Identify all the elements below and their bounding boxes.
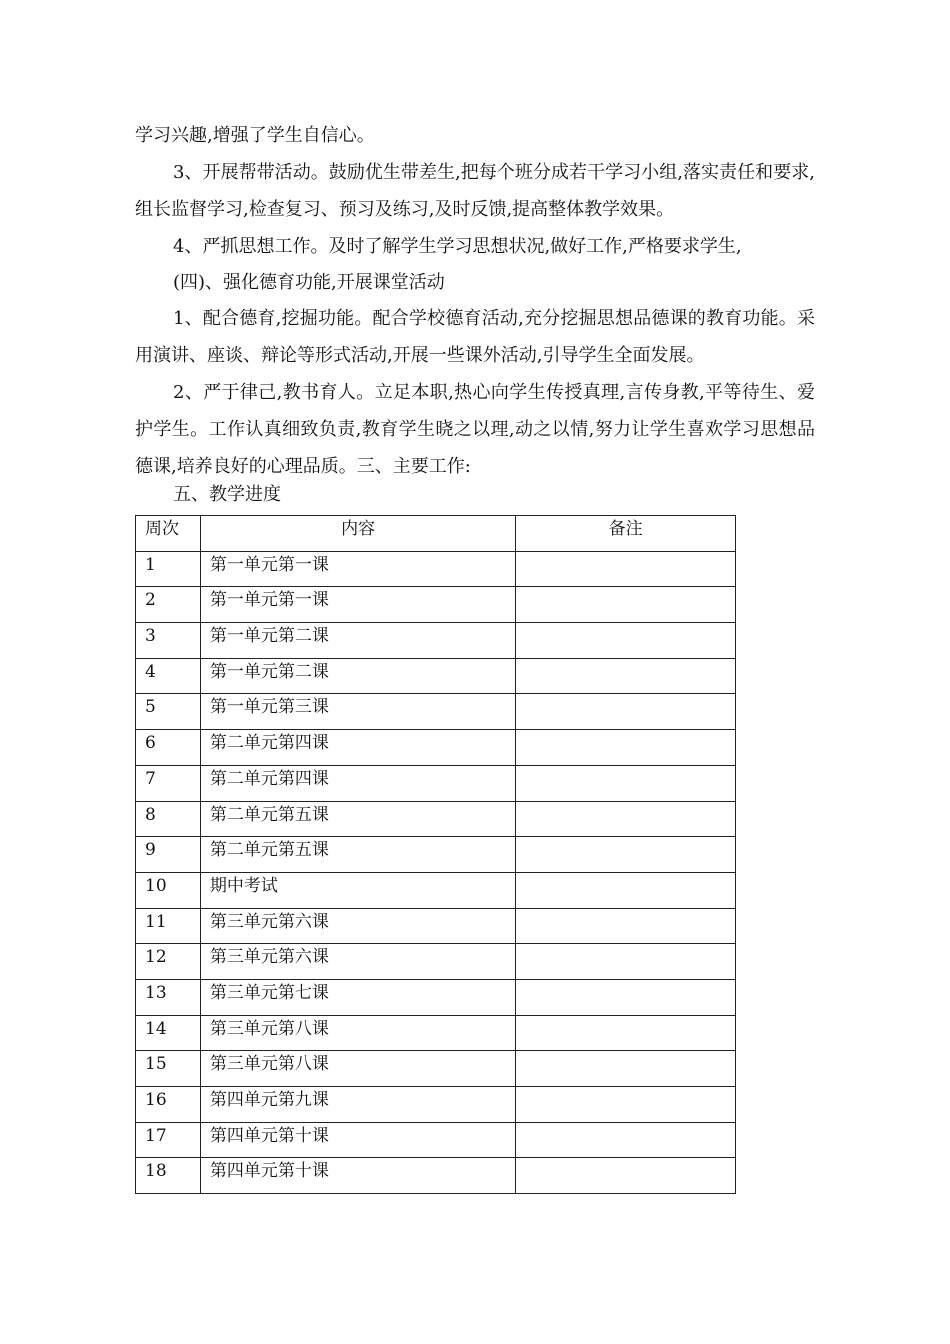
cell-remarks (516, 551, 736, 587)
cell-remarks (516, 694, 736, 730)
cell-remarks (516, 872, 736, 908)
table-row (136, 551, 736, 587)
cell-week: 18 (136, 1158, 201, 1194)
header-remarks: 备注 (516, 516, 736, 552)
cell-content: 第三单元第七课 (200, 979, 515, 1015)
table-row (136, 623, 736, 659)
table-row (136, 694, 736, 730)
cell-week: 16 (136, 1087, 201, 1123)
cell-content: 期中考试 (200, 872, 515, 908)
cell-remarks (516, 658, 736, 694)
cell-content: 第一单元第三课 (200, 694, 515, 730)
table-row (136, 908, 736, 944)
cell-content: 第二单元第四课 (200, 765, 515, 801)
cell-week: 3 (136, 623, 201, 659)
cell-remarks (516, 765, 736, 801)
cell-week: 11 (136, 908, 201, 944)
cell-remarks (516, 1158, 736, 1194)
cell-content: 第一单元第一课 (200, 587, 515, 623)
paragraph-continuation: 学习兴趣,增强了学生自信心。 (135, 125, 375, 146)
table-row (136, 658, 736, 694)
table-row (136, 765, 736, 801)
cell-content: 第一单元第二课 (200, 658, 515, 694)
cell-content: 第一单元第一课 (200, 551, 515, 587)
cell-week: 10 (136, 872, 201, 908)
cell-week: 13 (136, 979, 201, 1015)
cell-week: 12 (136, 944, 201, 980)
cell-remarks (516, 908, 736, 944)
cell-week: 4 (136, 658, 201, 694)
cell-content: 第四单元第九课 (200, 1087, 515, 1123)
cell-content: 第四单元第十课 (200, 1122, 515, 1158)
table-row (136, 837, 736, 873)
header-week: 周次 (136, 516, 201, 552)
table-row (136, 730, 736, 766)
cell-content: 第四单元第十课 (200, 1158, 515, 1194)
cell-remarks (516, 1087, 736, 1123)
cell-remarks (516, 1122, 736, 1158)
cell-remarks (516, 801, 736, 837)
table-row (136, 1122, 736, 1158)
cell-week: 8 (136, 801, 201, 837)
teaching-schedule-table (135, 515, 736, 1194)
cell-week: 17 (136, 1122, 201, 1158)
cell-week: 5 (136, 694, 201, 730)
cell-week: 14 (136, 1015, 201, 1051)
cell-remarks (516, 1051, 736, 1087)
cell-week: 15 (136, 1051, 201, 1087)
header-content: 内容 (200, 516, 515, 552)
cell-week: 9 (136, 837, 201, 873)
cell-content: 第二单元第五课 (200, 801, 515, 837)
cell-remarks (516, 587, 736, 623)
cell-content: 第三单元第六课 (200, 908, 515, 944)
cell-content: 第二单元第五课 (200, 837, 515, 873)
cell-week: 6 (136, 730, 201, 766)
paragraph-moral-education: 1、配合德育,挖掘功能。配合学校德育活动,充分挖掘思想品德课的教育功能。采用演讲、座谈、辩论等形式活动,开展一些课外活动,引导学生全面发展。 (135, 308, 815, 366)
table-header-row (136, 516, 736, 552)
table-row (136, 944, 736, 980)
table-row (136, 1015, 736, 1051)
cell-remarks (516, 944, 736, 980)
table-row (136, 587, 736, 623)
cell-content: 第二单元第四课 (200, 730, 515, 766)
paragraph-peer-help: 3、开展帮带活动。鼓励优生带差生,把每个班分成若干学习小组,落实责任和要求,组长监督学习,检查复习、预习及练习,及时反馈,提高整体教学效果。 (135, 162, 815, 220)
cell-remarks (516, 837, 736, 873)
table-row (136, 1051, 736, 1087)
paragraph-ideology-work: 4、严抓思想工作。及时了解学生学习思想状况,做好工作,严格要求学生, (173, 236, 742, 257)
cell-content: 第一单元第二课 (200, 623, 515, 659)
cell-content: 第三单元第八课 (200, 1015, 515, 1051)
cell-remarks (516, 1015, 736, 1051)
cell-remarks (516, 730, 736, 766)
cell-remarks (516, 623, 736, 659)
table-row (136, 1087, 736, 1123)
section-heading-moral-education: (四)、强化德育功能,开展课堂活动 (173, 272, 445, 293)
cell-week: 1 (136, 551, 201, 587)
cell-week: 7 (136, 765, 201, 801)
paragraph-self-discipline: 2、严于律己,教书育人。立足本职,热心向学生传授真理,言传身教,平等待生、爱护学生。工作认真细致负责,教育学生晓之以理,动之以情,努力让学生喜欢学习思想品德课,培养良好的心理品质。三、主要工作: (135, 382, 815, 477)
cell-content: 第三单元第八课 (200, 1051, 515, 1087)
cell-week: 2 (136, 587, 201, 623)
table-row (136, 979, 736, 1015)
cell-remarks (516, 979, 736, 1015)
section-heading-teaching-schedule: 五、教学进度 (173, 484, 281, 505)
table-row (136, 872, 736, 908)
cell-content: 第三单元第六课 (200, 944, 515, 980)
table-row (136, 1158, 736, 1194)
table-row (136, 801, 736, 837)
